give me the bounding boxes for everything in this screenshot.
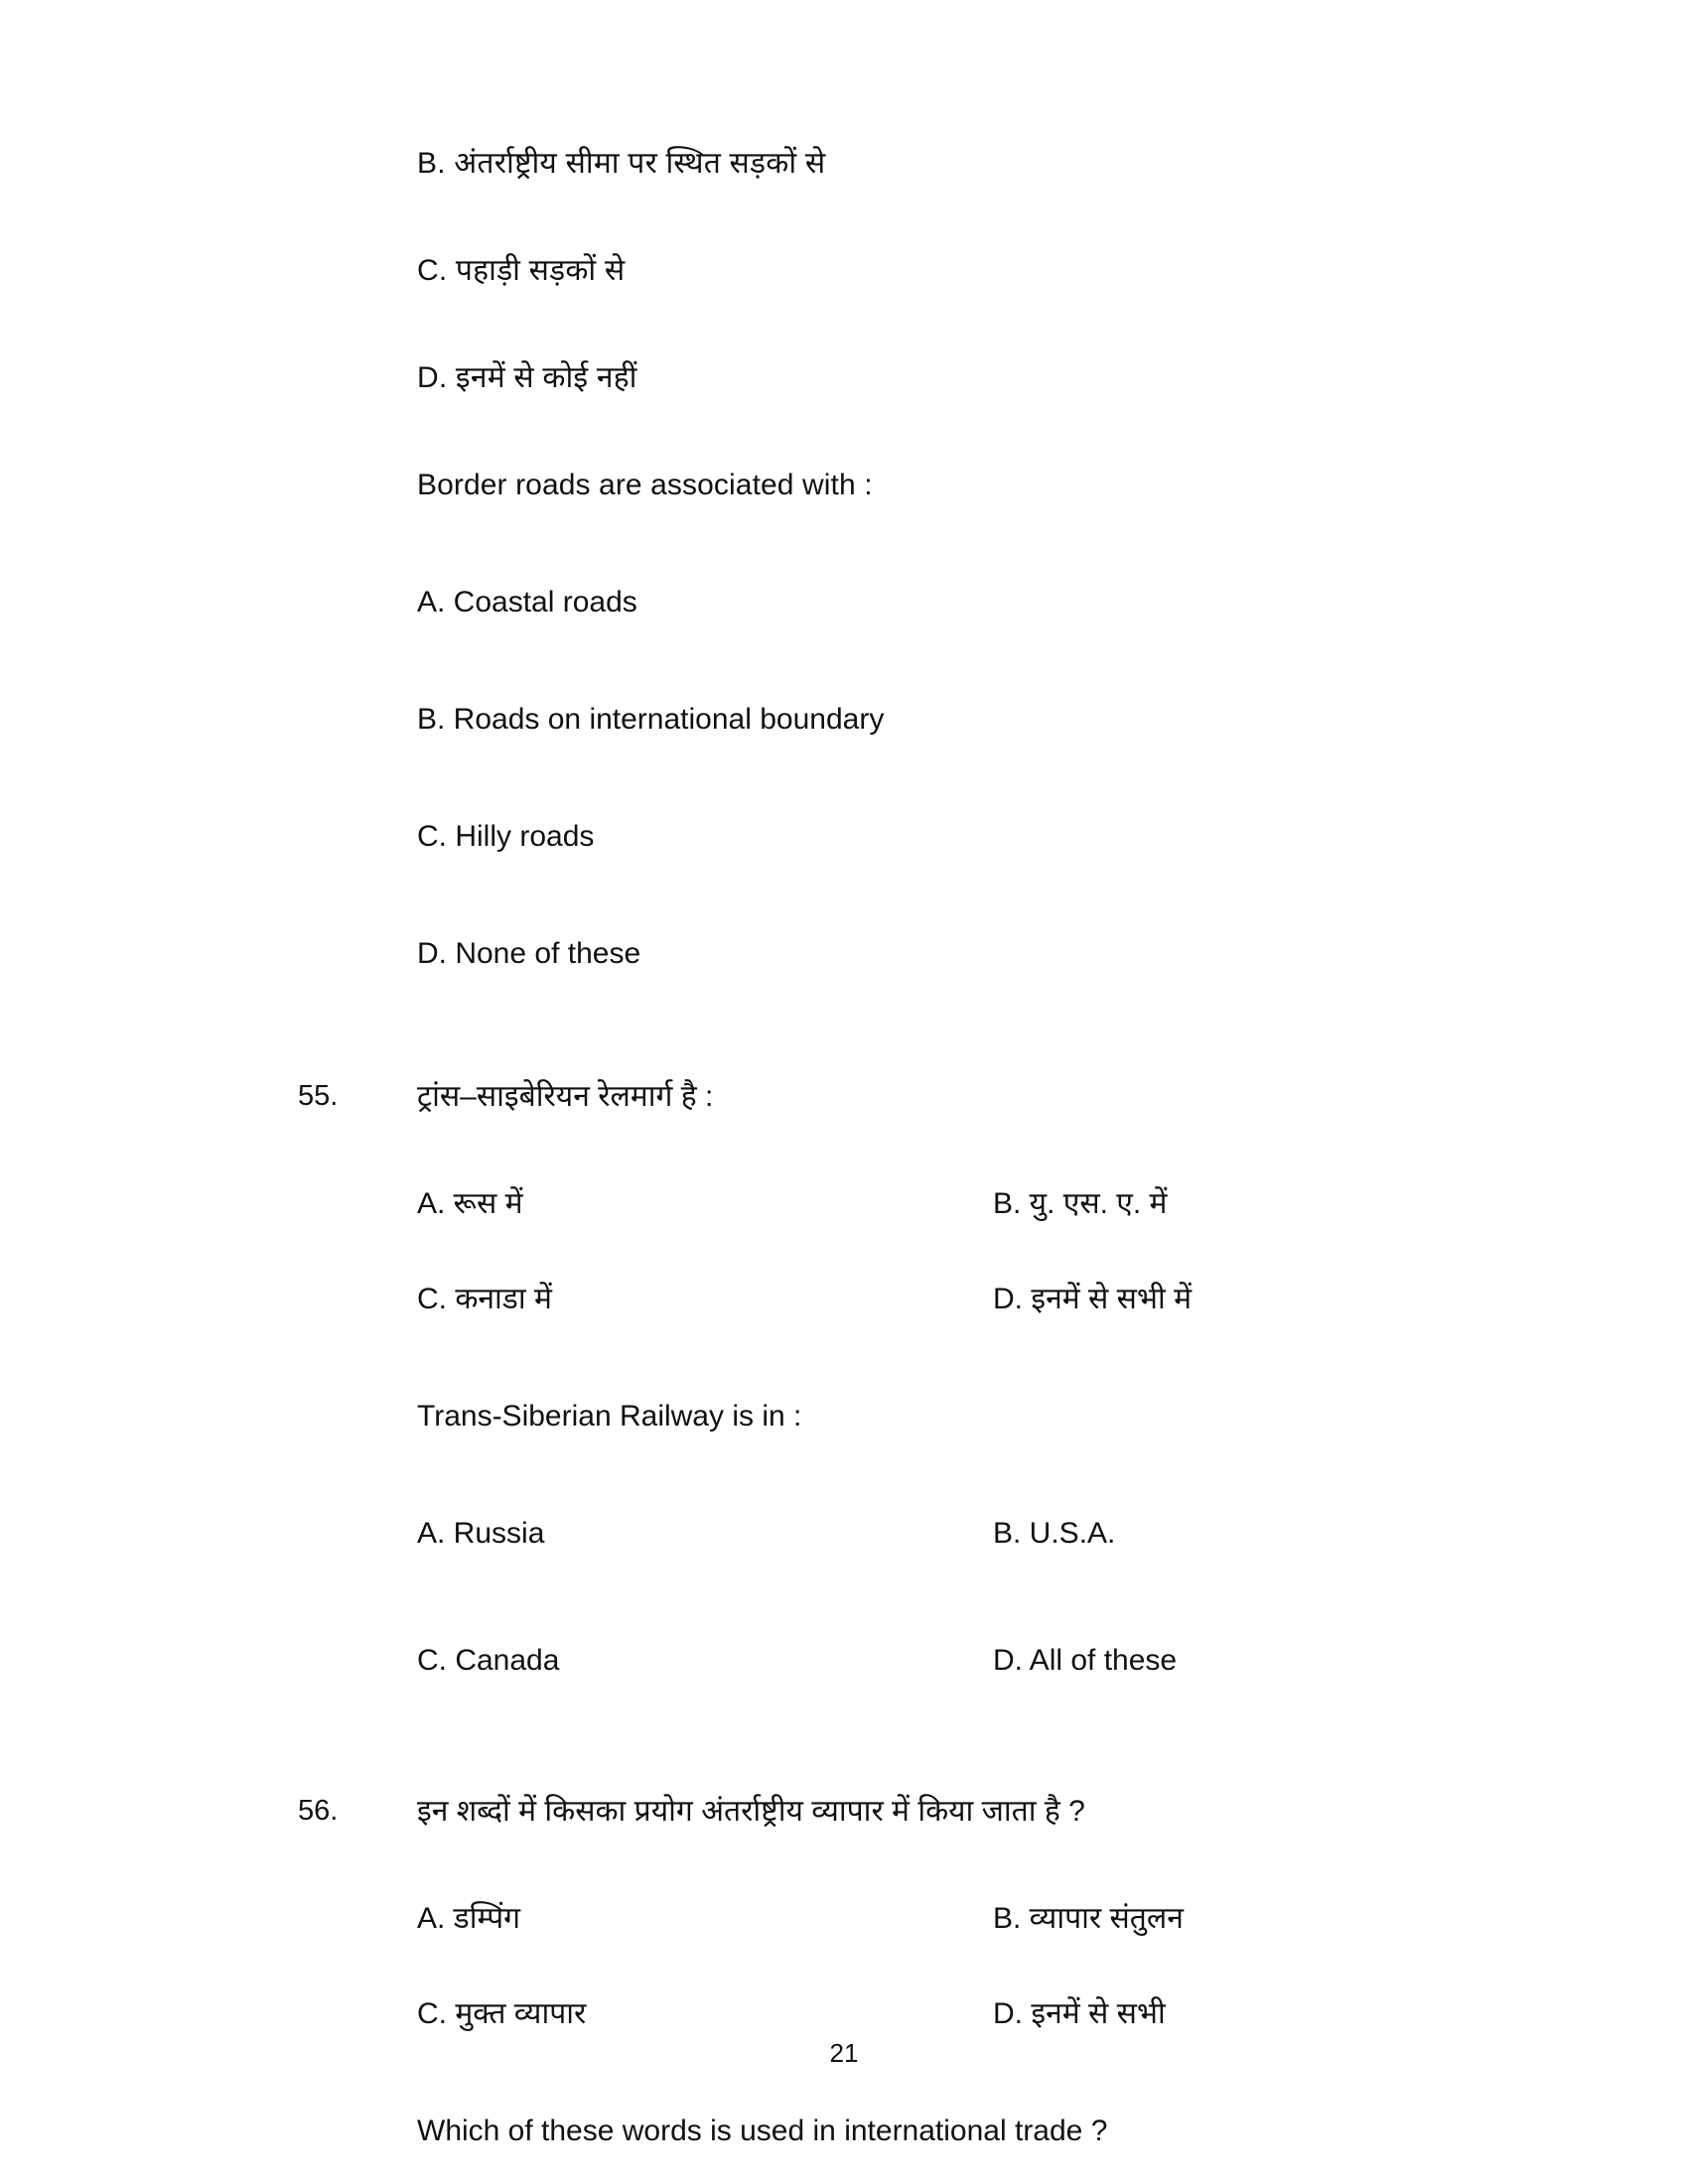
page-number: 21 (829, 2038, 859, 2068)
question-56-stem-hindi: इन शब्दों में किसका प्रयोग अंतर्राष्ट्रीय व्यापार में किया जाता है ? (417, 1795, 1085, 1828)
question-56-hindi-options-row-1 (0, 1904, 1688, 1944)
spacer (0, 1432, 1688, 1519)
spacer (0, 1229, 1688, 1285)
option-english-a-55: A. Russia (417, 1517, 545, 1550)
option-hindi-b-56: B. व्यापार संतुलन (993, 1902, 1184, 1935)
option-english-c-55: C. Canada (417, 1644, 560, 1677)
option-hindi-c-56: C. मुक्त व्यापार (417, 1997, 587, 2030)
option-hindi-a-55: A. रूस में (417, 1187, 523, 1220)
question-stem-english-continued: Border roads are associated with : (417, 469, 873, 501)
question-56-hindi-options-row-2 (0, 1999, 1688, 2039)
option-english-b-55: B. U.S.A. (993, 1517, 1116, 1550)
option-hindi-c-continued: C. पहाड़ी सड़कों से (417, 254, 626, 287)
option-hindi-d-continued: D. इनमें से कोई नहीं (417, 361, 637, 394)
question-55-hindi-options-row-2 (0, 1285, 1688, 1324)
spacer (0, 1056, 1688, 1082)
question-number-56: 56. (298, 1795, 339, 1827)
question-block-55 (0, 1082, 1688, 1686)
question-55-stem-hindi: ट्रांस–साइबेरियन रेलमार्ग है : (417, 1080, 714, 1113)
question-55-english-options-row-2 (0, 1646, 1688, 1686)
option-english-d-continued: D. None of these (417, 937, 641, 970)
spacer (0, 1827, 1688, 1904)
spacer (0, 286, 1688, 363)
option-hindi-b-continued: B. अंतर्राष्ट्रीय सीमा पर स्थित सड़कों से (417, 147, 826, 180)
option-hindi-d-56: D. इनमें से सभी (993, 1997, 1166, 2030)
spacer (0, 969, 1688, 1056)
question-55-stem-row (0, 1082, 1688, 1112)
question-number-55: 55. (298, 1080, 339, 1112)
option-hindi-b-55: B. यु. एस. ए. में (993, 1187, 1168, 1220)
option-english-c-continued: C. Hilly roads (417, 820, 595, 853)
option-english-a-continued: A. Coastal roads (417, 586, 637, 618)
spacer (0, 393, 1688, 471)
question-55-english-options-row-1 (0, 1519, 1688, 1559)
spacer (0, 735, 1688, 822)
spacer (0, 1112, 1688, 1189)
page-content (0, 149, 1688, 2146)
spacer (0, 1944, 1688, 1999)
spacer (0, 1559, 1688, 1646)
option-english-b-continued: B. Roads on international boundary (417, 703, 885, 736)
spacer (0, 1773, 1688, 1797)
question-55-stem-english: Trans-Siberian Railway is in : (417, 1400, 802, 1433)
spacer (0, 500, 1688, 588)
spacer (0, 1324, 1688, 1402)
option-hindi-d-55: D. इनमें से सभी में (993, 1283, 1193, 1315)
spacer (0, 179, 1688, 256)
question-56-stem-row (0, 1797, 1688, 1827)
spacer (0, 617, 1688, 705)
spacer (0, 852, 1688, 939)
option-hindi-a-56: A. डम्पिंग (417, 1902, 520, 1935)
question-55-hindi-options-row-1 (0, 1189, 1688, 1229)
option-hindi-c-55: C. कनाडा में (417, 1283, 552, 1315)
option-english-d-55: D. All of these (993, 1644, 1178, 1677)
spacer (0, 1686, 1688, 1773)
question-block-continued (0, 149, 1688, 969)
question-block-56 (0, 1797, 1688, 2146)
question-56-stem-english: Which of these words is used in international trade ? (417, 2115, 1108, 2147)
